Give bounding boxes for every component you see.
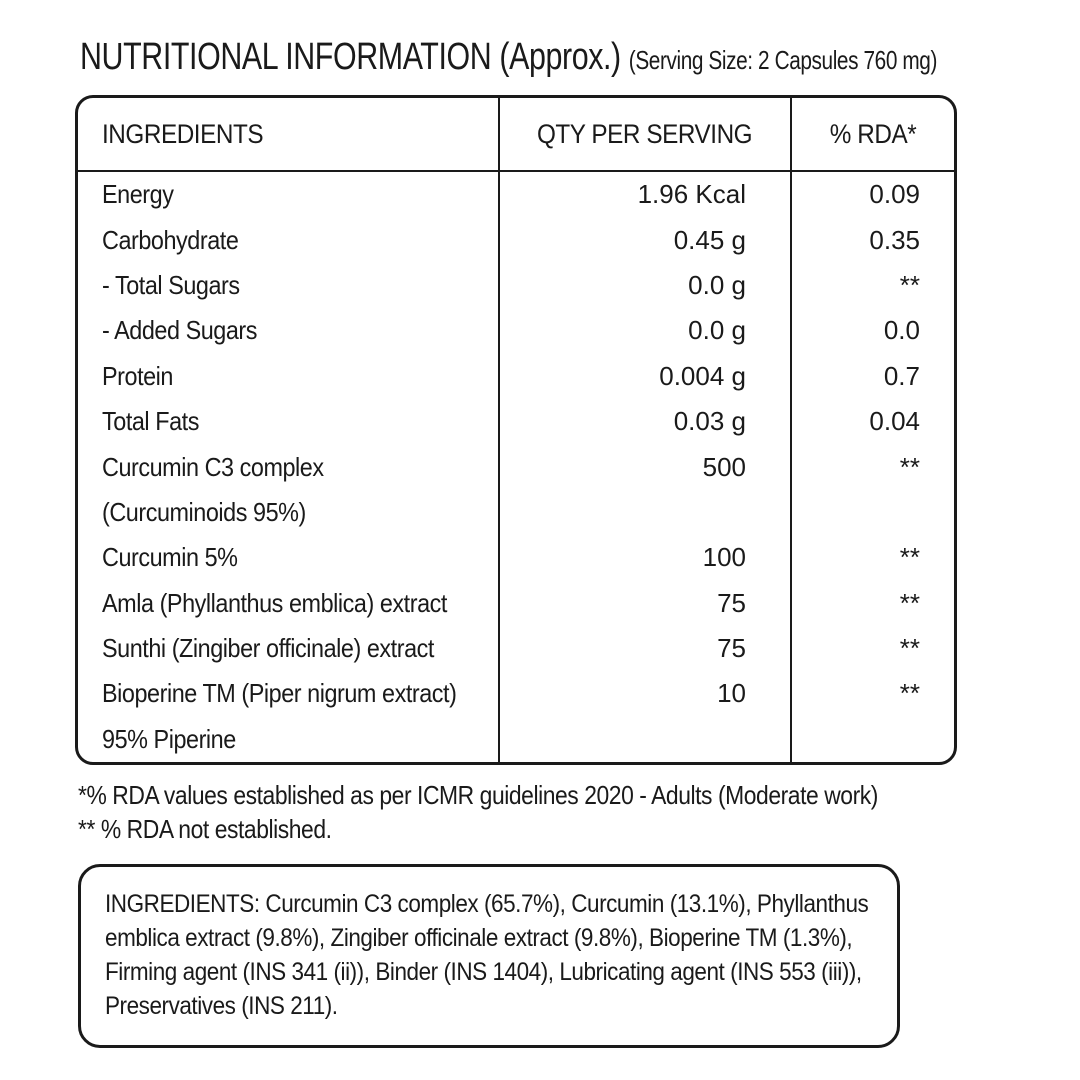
qty-cell <box>498 717 790 762</box>
ingredient-name: Carbohydrate <box>102 224 239 255</box>
table-header-row <box>78 98 954 172</box>
table-row-total-fats <box>78 399 954 444</box>
header-cell-rda <box>790 98 954 170</box>
rda-cell <box>790 444 954 489</box>
rda-cell <box>790 671 954 716</box>
qty-value: 1.96 Kcal <box>637 179 746 210</box>
qty-value: 75 <box>717 587 746 618</box>
rda-cell <box>790 581 954 626</box>
ingredient-name: (Curcuminoids 95%) <box>102 496 306 527</box>
qty-cell <box>498 581 790 626</box>
rda-cell <box>790 490 954 535</box>
rda-value: ** <box>899 269 920 300</box>
qty-cell <box>498 308 790 353</box>
table-row-amla <box>78 581 954 626</box>
table-row-bioperine <box>78 671 954 716</box>
qty-value: 75 <box>717 633 746 664</box>
ingredients-box <box>78 864 900 1048</box>
table-row-sunthi <box>78 626 954 671</box>
table-row-curcumin-c3 <box>78 444 954 489</box>
ingredient-name-cell <box>78 217 498 262</box>
ingredients-text: INGREDIENTS: Curcumin C3 complex (65.7%), Curcumin (13.1%), Phyllanthus emblica extract (9.8%), Zingiber officinale extract (9.8%), Bioperine TM (1.3%), Firming agent (INS 341 (ii)), Binder (INS 1404), Lubricating agent (INS 553 (iii)), Preservatives (INS 211). <box>105 890 869 1020</box>
rda-value: 0.35 <box>869 224 920 255</box>
rda-cell <box>790 535 954 580</box>
rda-cell <box>790 626 954 671</box>
table-row-curcuminoids <box>78 490 954 535</box>
qty-cell <box>498 535 790 580</box>
ingredient-name: Curcumin 5% <box>102 542 238 573</box>
ingredient-name: Curcumin C3 complex <box>102 451 324 482</box>
ingredient-name-cell <box>78 671 498 716</box>
header-ingredients-label: INGREDIENTS <box>102 118 264 149</box>
header-cell-ingredients <box>78 98 498 170</box>
rda-cell <box>790 717 954 762</box>
rda-value: 0.04 <box>869 406 920 437</box>
qty-cell <box>498 399 790 444</box>
ingredient-name-cell <box>78 172 498 217</box>
qty-value: 10 <box>717 678 746 709</box>
qty-value: 0.03 g <box>673 406 746 437</box>
qty-value: 0.0 g <box>688 269 746 300</box>
ingredient-name: 95% Piperine <box>102 723 236 754</box>
qty-cell <box>498 490 790 535</box>
rda-value: ** <box>899 451 920 482</box>
qty-cell <box>498 444 790 489</box>
header-rda-label: % RDA* <box>829 118 917 149</box>
ingredient-name-cell <box>78 626 498 671</box>
qty-cell <box>498 671 790 716</box>
rda-value: ** <box>899 542 920 573</box>
rda-value: ** <box>899 633 920 664</box>
serving-size: (Serving Size: 2 Capsules 760 mg) <box>628 45 937 75</box>
qty-cell <box>498 263 790 308</box>
qty-value: 100 <box>702 542 746 573</box>
ingredient-name: Bioperine TM (Piper nigrum extract) <box>102 678 457 709</box>
footnotes <box>78 778 987 846</box>
qty-value: 500 <box>702 451 746 482</box>
rda-value: 0.7 <box>883 360 920 391</box>
page-title <box>80 36 937 79</box>
table-row-added-sugars <box>78 308 954 353</box>
footnote-rda-not-established: ** % RDA not established. <box>78 814 332 844</box>
table-body <box>78 172 954 762</box>
table-row-energy <box>78 172 954 217</box>
rda-cell <box>790 263 954 308</box>
table-row-piperine <box>78 717 954 762</box>
qty-cell <box>498 217 790 262</box>
ingredient-name: Amla (Phyllanthus emblica) extract <box>102 587 447 618</box>
title-main: NUTRITIONAL INFORMATION (Approx.) <box>80 36 621 78</box>
ingredient-name-cell <box>78 717 498 762</box>
table-row-carbohydrate <box>78 217 954 262</box>
footnote-rda-established: *% RDA values established as per ICMR guidelines 2020 - Adults (Moderate work) <box>78 780 878 810</box>
ingredient-name: Sunthi (Zingiber officinale) extract <box>102 633 434 664</box>
ingredient-name-cell <box>78 354 498 399</box>
ingredient-name: Protein <box>102 360 174 391</box>
rda-value: 0.0 <box>883 315 920 346</box>
table-row-curcumin-5 <box>78 535 954 580</box>
ingredient-name-cell <box>78 581 498 626</box>
rda-value: 0.09 <box>869 179 920 210</box>
ingredient-name-cell <box>78 535 498 580</box>
ingredient-name: - Added Sugars <box>102 315 258 346</box>
rda-value: ** <box>899 587 920 618</box>
ingredient-name: Energy <box>102 179 174 210</box>
ingredient-name-cell <box>78 399 498 444</box>
rda-cell <box>790 172 954 217</box>
ingredient-name: - Total Sugars <box>102 269 240 300</box>
ingredient-name-cell <box>78 308 498 353</box>
qty-cell <box>498 172 790 217</box>
qty-value: 0.0 g <box>688 315 746 346</box>
ingredient-name-cell <box>78 490 498 535</box>
table-row-total-sugars <box>78 263 954 308</box>
nutrition-table <box>75 95 957 765</box>
qty-cell <box>498 354 790 399</box>
rda-cell <box>790 399 954 444</box>
header-qty-label: QTY PER SERVING <box>537 118 753 149</box>
rda-cell <box>790 217 954 262</box>
ingredient-name-cell <box>78 444 498 489</box>
qty-value: 0.45 g <box>673 224 746 255</box>
header-cell-qty <box>498 98 790 170</box>
rda-value: ** <box>899 678 920 709</box>
ingredient-name-cell <box>78 263 498 308</box>
qty-cell <box>498 626 790 671</box>
rda-cell <box>790 308 954 353</box>
qty-value: 0.004 g <box>659 360 746 391</box>
table-row-protein <box>78 354 954 399</box>
ingredient-name: Total Fats <box>102 406 199 437</box>
rda-cell <box>790 354 954 399</box>
